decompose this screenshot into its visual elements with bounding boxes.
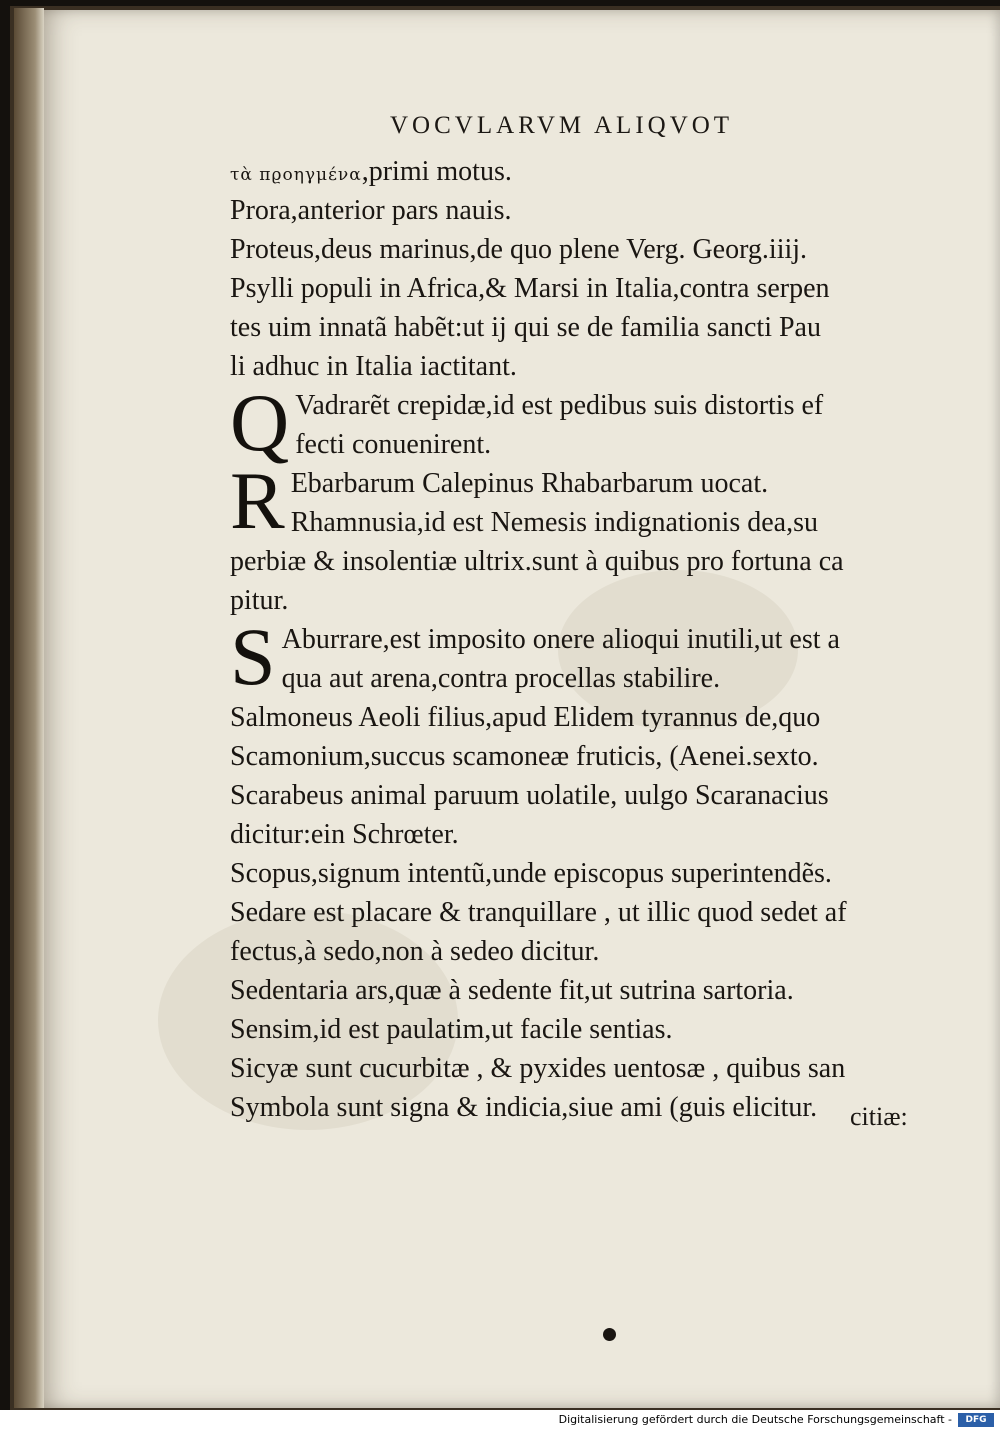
text-line: li adhuc in Italia iactitant. [230, 351, 517, 382]
text-line: Scarabeus animal paruum uolatile, uulgo Scaranacius [230, 780, 829, 811]
text-line: qua aut arena,contra procellas stabilire. [281, 663, 721, 694]
text-line: Sedare est placare & tranquillare , ut illic quod sedet af [230, 897, 847, 928]
text-line: Aburrare,est imposito onere alioqui inutili,ut est a [281, 624, 840, 655]
text-line: pitur. [230, 585, 289, 616]
drop-initial-s: S [230, 620, 276, 698]
running-head: VOCVLARVM ALIQVOT [390, 112, 734, 139]
spine-shadow [14, 8, 44, 1408]
drop-initial-q: Q [230, 386, 290, 464]
catchword: citiæ: [850, 1102, 908, 1131]
drop-initial-r: R [230, 464, 285, 542]
text-line: Scamonium,succus scamoneæ fruticis, (Aenei.sexto. [230, 741, 819, 772]
text-line: Sedentaria ars,quæ à sedente fit,ut sutrina sartoria. [230, 975, 794, 1006]
text-line: tes uim innatã habẽt:ut ij qui se de familia sancti Pau [230, 312, 821, 343]
text-line: fecti conuenirent. [295, 429, 492, 460]
text-line: Ebarbarum Calepinus Rhabarbarum uocat. [290, 468, 769, 499]
text-line: Prora,anterior pars nauis. [230, 195, 512, 226]
entry-s [230, 620, 930, 698]
text-line: Psylli populi in Africa,& Marsi in Italia,contra serpen [230, 273, 830, 304]
entry-q [230, 386, 930, 464]
funding-credit: Digitalisierung gefördert durch die Deutsche Forschungsgemeinschaft - [558, 1413, 952, 1426]
text-line: Symbola sunt signa & indicia,siue ami (guis elicitur. [230, 1092, 818, 1123]
text-line: perbiæ & insolentiæ ultrix.sunt à quibus pro fortuna ca [230, 546, 844, 577]
text-line: Vadrarẽt crepidæ,id est pedibus suis distortis ef [295, 390, 824, 421]
text-line: τὰ πϱοηγμένα,primi motus. [230, 156, 512, 187]
dfg-logo: DFG [958, 1413, 994, 1427]
text-line: Proteus,deus marinus,de quo plene Verg. Georg.iiij. [230, 234, 808, 265]
ink-blot [603, 1328, 616, 1341]
text-line: Scopus,signum intentũ,unde episcopus superintendẽs. [230, 858, 832, 889]
text-line: dicitur:ein Schrœter. [230, 819, 459, 850]
text-line: Rhamnusia,id est Nemesis indignationis dea,su [290, 507, 818, 538]
dictionary-text [230, 152, 930, 1127]
text-line: Sensim,id est paulatim,ut facile sentias. [230, 1014, 673, 1045]
greek-word: τὰ πϱοηγμένα [230, 165, 362, 185]
text-line: fectus,à sedo,non à sedeo dicitur. [230, 936, 600, 967]
entry-r [230, 464, 930, 542]
text-line: Sicyæ sunt cucurbitæ , & pyxides uentosæ , quibus san [230, 1053, 846, 1084]
text-line: Salmoneus Aeoli filius,apud Elidem tyrannus de,quo [230, 702, 821, 733]
